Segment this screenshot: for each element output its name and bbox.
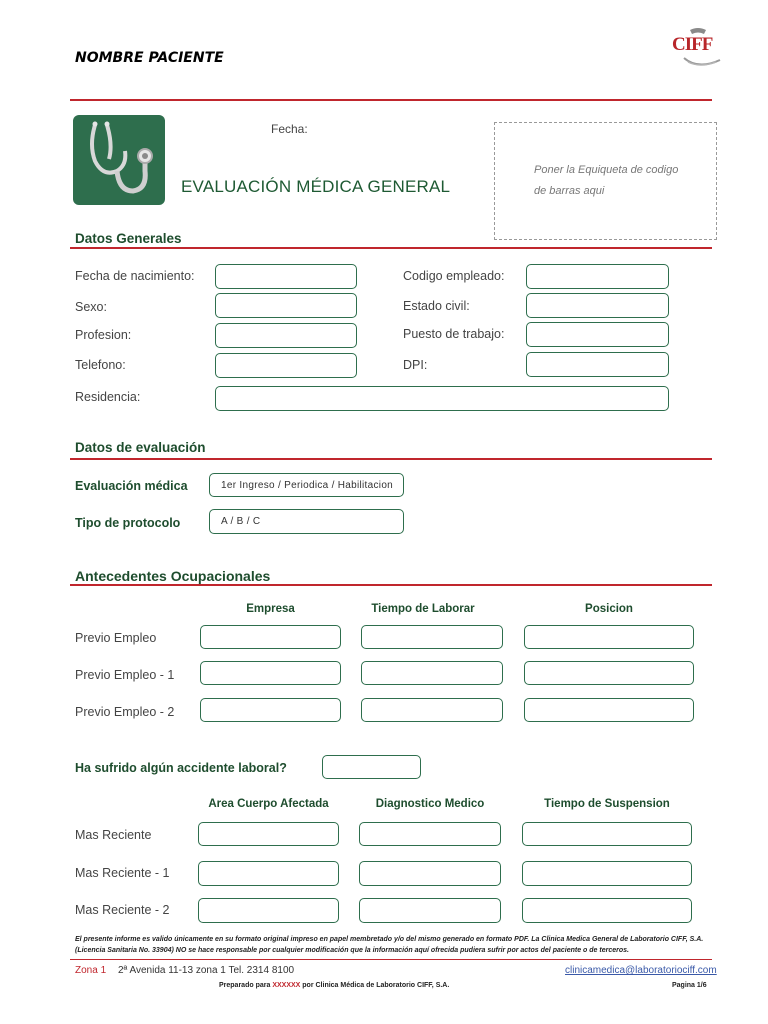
input-dpi[interactable]	[526, 352, 669, 377]
input-previo-posicion[interactable]	[524, 625, 694, 649]
input-previo1-tiempo[interactable]	[361, 661, 503, 685]
input-accidente-laboral[interactable]	[322, 755, 421, 779]
col-header-posicion: Posicion	[585, 603, 633, 615]
stethoscope-icon	[73, 115, 165, 205]
label-fecha-nacimiento: Fecha de nacimiento:	[75, 269, 195, 283]
page-number: Pagina 1/6	[672, 982, 707, 989]
input-profesion[interactable]	[215, 323, 357, 348]
barcode-instructions: Poner la Equiqueta de codigo de barras aqui	[534, 164, 679, 197]
input-reciente2-suspension[interactable]	[522, 898, 692, 923]
input-previo2-tiempo[interactable]	[361, 698, 503, 722]
label-sexo: Sexo:	[75, 300, 107, 314]
ciff-logo	[670, 26, 726, 70]
prepared-suffix: por Clinica Médica de Laboratorio CIFF, S.A.	[302, 982, 450, 989]
input-previo1-posicion[interactable]	[524, 661, 694, 685]
input-reciente2-diagnostico[interactable]	[359, 898, 501, 923]
barcode-placeholder	[494, 122, 717, 240]
footer-address: 2ª Avenida 11-13 zona 1 Tel. 2314 8100	[118, 965, 295, 976]
input-reciente-suspension[interactable]	[522, 822, 692, 846]
prepared-name: XXXXXX	[272, 982, 301, 989]
input-telefono[interactable]	[215, 353, 357, 378]
input-codigo-empleado[interactable]	[526, 264, 669, 289]
prepared-prefix: Preparado para	[219, 982, 271, 989]
row-label-previo-empleo-1: Previo Empleo - 1	[75, 668, 175, 682]
footer-email-link[interactable]: clinicamedica@laboratoriociff.com	[565, 965, 717, 976]
fecha-label: Fecha:	[271, 122, 308, 136]
row-label-mas-reciente: Mas Reciente	[75, 828, 152, 842]
label-dpi: DPI:	[403, 358, 428, 372]
input-estado-civil[interactable]	[526, 293, 669, 318]
input-previo1-empresa[interactable]	[200, 661, 341, 685]
stethoscope-image	[73, 115, 165, 205]
col-header-empresa: Empresa	[246, 603, 295, 615]
label-codigo-empleado: Codigo empleado:	[403, 269, 505, 283]
input-reciente1-suspension[interactable]	[522, 861, 692, 886]
section-divider	[70, 458, 712, 460]
row-label-previo-empleo: Previo Empleo	[75, 631, 157, 645]
col-header-suspension: Tiempo de Suspension	[544, 798, 670, 810]
label-evaluacion-medica: Evaluación médica	[75, 479, 188, 493]
row-label-mas-reciente-1: Mas Reciente - 1	[75, 866, 170, 880]
input-reciente1-diagnostico[interactable]	[359, 861, 501, 886]
input-evaluacion-medica[interactable]	[209, 473, 404, 497]
logo-text: CIFF	[672, 34, 713, 55]
input-reciente-diagnostico[interactable]	[359, 822, 501, 846]
label-telefono: Telefono:	[75, 358, 126, 372]
row-label-mas-reciente-2: Mas Reciente - 2	[75, 903, 170, 917]
footer-zona: Zona 1	[75, 965, 107, 976]
input-previo-empresa[interactable]	[200, 625, 341, 649]
label-puesto-trabajo: Puesto de trabajo:	[403, 327, 505, 341]
footer-prepared-for	[219, 982, 449, 989]
section-divider	[70, 584, 712, 586]
input-reciente2-area[interactable]	[198, 898, 339, 923]
input-residencia[interactable]	[215, 386, 669, 411]
protocolo-options-text: A / B / C	[221, 516, 261, 527]
label-tipo-protocolo: Tipo de protocolo	[75, 516, 181, 530]
header-divider	[70, 99, 712, 101]
footer-divider	[70, 959, 712, 960]
input-fecha-nacimiento[interactable]	[215, 264, 357, 289]
section-title-antecedentes: Antecedentes Ocupacionales	[75, 568, 271, 584]
input-reciente-area[interactable]	[198, 822, 339, 846]
label-estado-civil: Estado civil:	[403, 299, 470, 313]
input-previo-tiempo[interactable]	[361, 625, 503, 649]
section-title-datos-evaluacion: Datos de evaluación	[75, 440, 206, 455]
input-previo2-empresa[interactable]	[200, 698, 341, 722]
section-divider	[70, 247, 712, 249]
question-accidente-laboral: Ha sufrido algún accidente laboral?	[75, 761, 287, 775]
input-previo2-posicion[interactable]	[524, 698, 694, 722]
input-tipo-protocolo[interactable]	[209, 509, 404, 534]
label-residencia: Residencia:	[75, 390, 141, 404]
input-puesto-trabajo[interactable]	[526, 322, 669, 347]
input-reciente1-area[interactable]	[198, 861, 339, 886]
col-header-tiempo-laborar: Tiempo de Laborar	[371, 603, 475, 615]
legal-disclaimer: El presente informe es valido únicamente en su formato original impreso en papel membretado y/o del mismo generado en formato PDF. La Clinica Medica General de Laboratorio CIFF, S.A. (Licencia Sanitaria No. 33904) NO se hace responsable por cualquier modificación que la información aquí ofrecida pudiera sufrir por actos del paciente o de terceros.	[75, 936, 704, 954]
col-header-area-afectada: Area Cuerpo Afectada	[208, 798, 329, 810]
patient-name-label: NOMBRE PACIENTE	[75, 50, 224, 66]
row-label-previo-empleo-2: Previo Empleo - 2	[75, 705, 175, 719]
col-header-diagnostico: Diagnostico Medico	[375, 798, 485, 810]
label-profesion: Profesion:	[75, 328, 132, 342]
section-title-datos-generales: Datos Generales	[75, 231, 182, 246]
input-sexo[interactable]	[215, 293, 357, 318]
form-title: EVALUACIÓN MÉDICA GENERAL	[181, 177, 451, 196]
evaluacion-options-text: 1er Ingreso / Periodica / Habilitacion	[221, 480, 394, 491]
